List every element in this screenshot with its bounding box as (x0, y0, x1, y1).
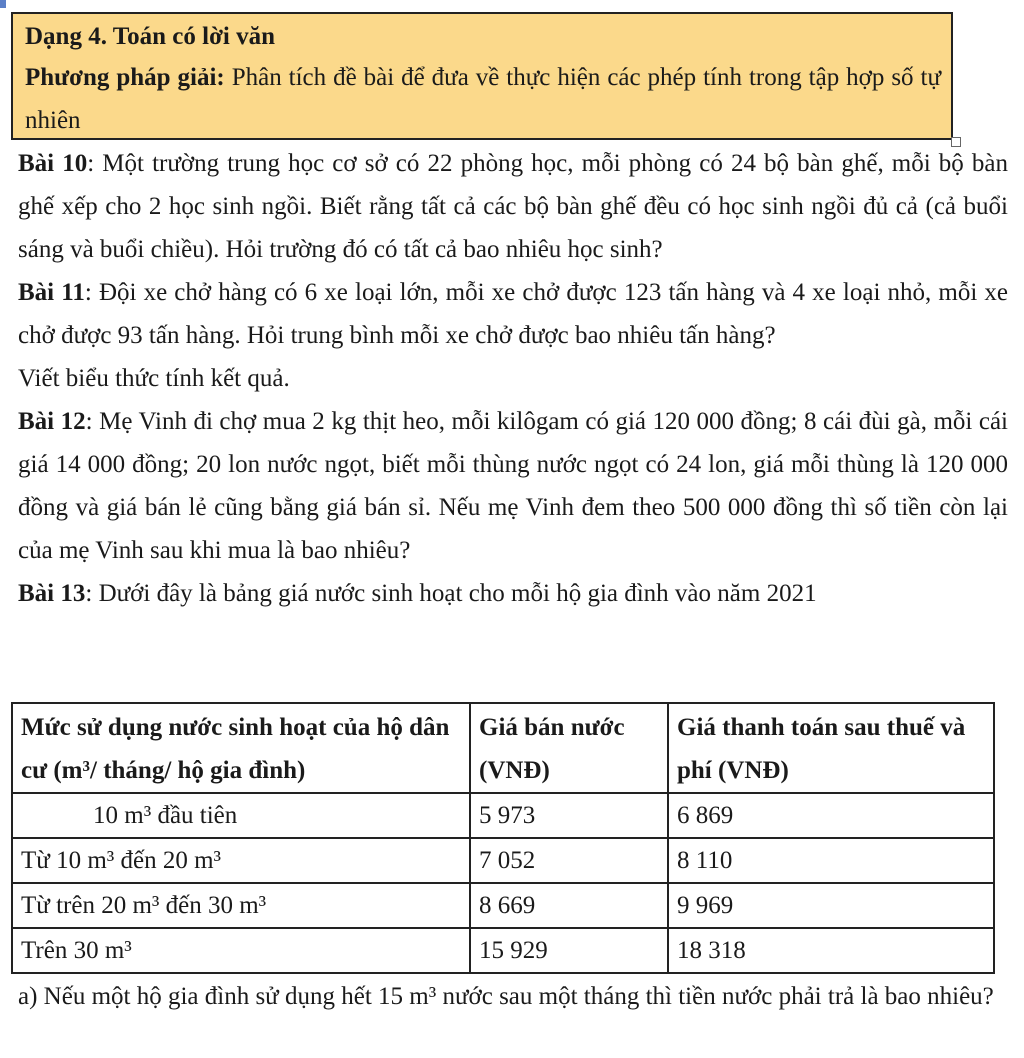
table-row (12, 928, 994, 973)
usage-cell: Từ trên 20 m³ đến 30 m³ (12, 883, 470, 928)
top-strip (0, 0, 1024, 8)
table-row (12, 793, 994, 838)
table-row (12, 883, 994, 928)
problem-label: Bài 11 (18, 279, 85, 306)
method-text: Phân tích đề bài để đưa về thực hiện các phép tính trong tập hợp số tự nhiên (25, 64, 941, 134)
price-cell: 5 973 (470, 793, 668, 838)
usage-cell: 10 m³ đầu tiên (12, 793, 470, 838)
price-cell: 15 929 (470, 928, 668, 973)
water-price-table (11, 702, 995, 974)
table-row (12, 838, 994, 883)
method-description (25, 56, 941, 142)
usage-cell: Từ 10 m³ đến 20 m³ (12, 838, 470, 883)
price-cell: 8 669 (470, 883, 668, 928)
problem-11 (18, 271, 1008, 357)
question-a: a) Nếu một hộ gia đình sử dụng hết 15 m³ nước sau một tháng thì tiền nước phải trả là bao nhiêu? (18, 983, 994, 1010)
method-box (11, 12, 953, 140)
section-title: Dạng 4. Toán có lời văn (25, 23, 276, 50)
problem-label: Bài 10 (18, 150, 88, 177)
total-cell: 8 110 (668, 838, 994, 883)
problem-text: : Dưới đây là bảng giá nước sinh hoạt cho mỗi hộ gia đình vào năm 2021 (85, 580, 817, 607)
problem-text: : Một trường trung học cơ sở có 22 phòng học, mỗi phòng có 24 bộ bàn ghế, mỗi bộ bàn ghế xếp cho 2 học sinh ngồi. Biết rằng tất cả các bộ bàn ghế đều có học sinh ngồi đủ cả (cả buổi sáng và buổi chiều). Hỏi trường đó có tất cả bao nhiêu học sinh? (18, 150, 1009, 263)
total-cell: 18 318 (668, 928, 994, 973)
problem-13 (18, 572, 1008, 615)
header-price: Giá bán nước (VNĐ) (470, 703, 668, 793)
header-usage: Mức sử dụng nước sinh hoạt của hộ dân cư (m³/ tháng/ hộ gia đình) (12, 703, 470, 793)
total-cell: 9 969 (668, 883, 994, 928)
problem-10 (18, 142, 1008, 271)
total-cell: 6 869 (668, 793, 994, 838)
usage-cell: Trên 30 m³ (12, 928, 470, 973)
problem-text: : Đội xe chở hàng có 6 xe loại lớn, mỗi xe chở được 123 tấn hàng và 4 xe loại nhỏ, mỗi xe chở được 93 tấn hàng. Hỏi trung bình mỗi xe chở được bao nhiêu tấn hàng? (18, 279, 1008, 349)
table-header-row (12, 703, 994, 793)
problem-12 (18, 400, 1008, 572)
header-total: Giá thanh toán sau thuế và phí (VNĐ) (668, 703, 994, 793)
problem-11-extra: Viết biểu thức tính kết quả. (18, 365, 290, 392)
problem-text: : Mẹ Vinh đi chợ mua 2 kg thịt heo, mỗi kilôgam có giá 120 000 đồng; 8 cái đùi gà, mỗi cái giá 14 000 đồng; 20 lon nước ngọt, biết mỗi thùng nước ngọt có 24 lon, giá mỗi thùng là 120 000 đồng và giá bán lẻ cũng bằng giá bán sỉ. Nếu mẹ Vinh đem theo 500 000 đồng thì số tiền còn lại của mẹ Vinh sau khi mua là bao nhiêu? (18, 408, 1008, 564)
anchor-icon (0, 0, 6, 8)
method-label: Phương pháp giải: (25, 64, 225, 91)
price-cell: 7 052 (470, 838, 668, 883)
problem-label: Bài 13 (18, 580, 86, 607)
problems (18, 142, 1008, 615)
problem-label: Bài 12 (18, 408, 86, 435)
